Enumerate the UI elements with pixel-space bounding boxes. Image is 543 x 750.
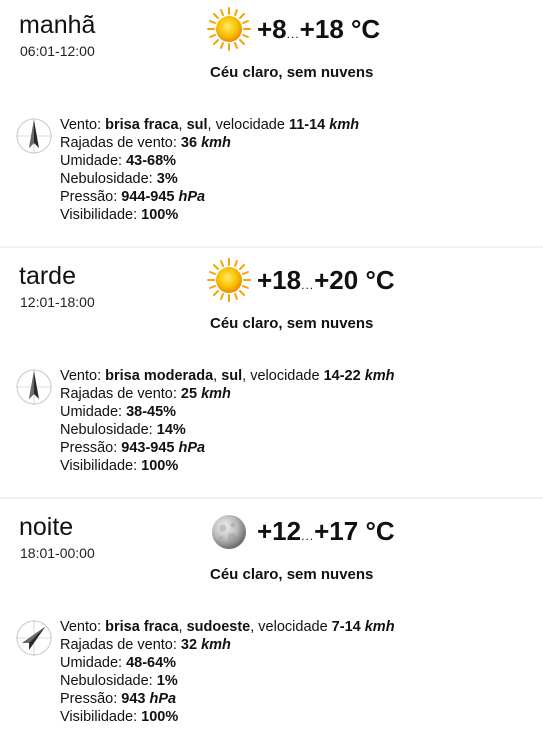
cloudiness-label: Nebulosidade: [60,673,153,689]
forecast-period-morning [0,0,543,248]
pressure-value: 943-945 [121,440,175,456]
forecast-period-afternoon [0,251,543,499]
gust-row [60,134,359,152]
temperature-range [257,263,395,302]
wind-row [60,116,359,134]
wind-row [60,367,395,385]
humidity-value: 43-68% [126,153,177,169]
visibility-value: 100% [141,207,179,223]
gust-unit: kmh [201,637,231,653]
sun-icon [206,257,252,303]
temperature-range [257,12,380,51]
forecast-period-night [0,502,543,750]
temp-high: +17 [314,516,359,546]
wind-direction-south-icon [14,116,54,156]
humidity-row [60,152,359,170]
temp-separator: ... [286,27,300,41]
cloudiness-row [60,170,359,188]
wind-unit: kmh [364,619,395,635]
wind-speed-label: , velocidade [250,619,328,635]
visibility-row [60,708,395,726]
cloudiness-value: 14% [156,422,186,438]
humidity-label: Umidade: [60,153,123,169]
cloudiness-label: Nebulosidade: [60,171,153,187]
gust-row [60,636,395,654]
wind-direction: sudoeste [186,619,251,635]
period-time-range: 06:01-12:00 [20,43,95,59]
wind-row [60,618,395,636]
gust-unit: kmh [201,386,231,402]
wind-unit: kmh [364,368,395,384]
wind-comma: , [213,368,218,384]
pressure-unit: hPa [149,691,177,707]
sky-condition: Céu claro, sem nuvens [210,566,374,583]
gust-label: Rajadas de vento: [60,637,177,653]
period-name: noite [19,513,74,541]
gust-value: 25 [180,386,198,402]
pressure-label: Pressão: [60,440,118,456]
wind-speed-label: , velocidade [207,117,285,133]
weather-details [60,116,359,224]
wind-label: Vento: [60,619,102,635]
pressure-row [60,439,395,457]
temp-separator: ... [301,529,315,543]
pressure-row [60,690,395,708]
visibility-row [60,457,395,475]
wind-direction-south-icon [14,367,54,407]
weather-details [60,367,395,475]
period-name: manhã [19,11,96,39]
period-name: tarde [19,262,76,290]
gust-unit: kmh [201,135,231,151]
cloudiness-row [60,672,395,690]
temp-low: +8 [257,14,287,44]
visibility-value: 100% [141,709,179,725]
gust-value: 36 [180,135,198,151]
sky-condition: Céu claro, sem nuvens [210,315,374,332]
pressure-row [60,188,359,206]
visibility-label: Visibilidade: [60,709,138,725]
wind-speed: 11-14 [288,117,326,133]
visibility-label: Visibilidade: [60,207,138,223]
wind-speed: 14-22 [323,368,361,384]
temp-separator: ... [301,278,315,292]
visibility-label: Visibilidade: [60,458,138,474]
temp-unit: °C [365,516,395,546]
pressure-value: 944-945 [121,189,175,205]
humidity-row [60,403,395,421]
visibility-value: 100% [141,458,179,474]
wind-comma: , [178,619,183,635]
weather-details [60,618,395,726]
humidity-row [60,654,395,672]
moon-icon [206,508,252,554]
wind-comma: , [178,117,183,133]
gust-label: Rajadas de vento: [60,386,177,402]
period-time-range: 18:01-00:00 [20,545,95,561]
wind-direction: sul [186,117,208,133]
temp-high: +18 [299,14,344,44]
cloudiness-label: Nebulosidade: [60,422,153,438]
humidity-label: Umidade: [60,404,123,420]
humidity-label: Umidade: [60,655,123,671]
temp-high: +20 [314,265,359,295]
wind-unit: kmh [329,117,360,133]
pressure-label: Pressão: [60,189,118,205]
wind-direction-southwest-icon [14,618,54,658]
temperature-range [257,514,395,553]
sun-icon [206,6,252,52]
temp-low: +18 [257,265,302,295]
wind-type: brisa fraca [105,619,179,635]
gust-row [60,385,395,403]
pressure-unit: hPa [178,189,206,205]
gust-label: Rajadas de vento: [60,135,177,151]
wind-label: Vento: [60,368,102,384]
temp-unit: °C [365,265,395,295]
humidity-value: 48-64% [126,655,177,671]
cloudiness-value: 1% [156,673,178,689]
wind-type: brisa moderada [105,368,214,384]
wind-speed-label: , velocidade [242,368,320,384]
pressure-label: Pressão: [60,691,118,707]
wind-direction: sul [221,368,243,384]
gust-value: 32 [180,637,198,653]
pressure-value: 943 [121,691,146,707]
humidity-value: 38-45% [126,404,177,420]
visibility-row [60,206,359,224]
wind-type: brisa fraca [105,117,179,133]
sky-condition: Céu claro, sem nuvens [210,64,374,81]
period-time-range: 12:01-18:00 [20,294,95,310]
temp-unit: °C [351,14,381,44]
temp-low: +12 [257,516,302,546]
pressure-unit: hPa [178,440,206,456]
cloudiness-row [60,421,395,439]
cloudiness-value: 3% [156,171,178,187]
wind-label: Vento: [60,117,102,133]
wind-speed: 7-14 [331,619,361,635]
